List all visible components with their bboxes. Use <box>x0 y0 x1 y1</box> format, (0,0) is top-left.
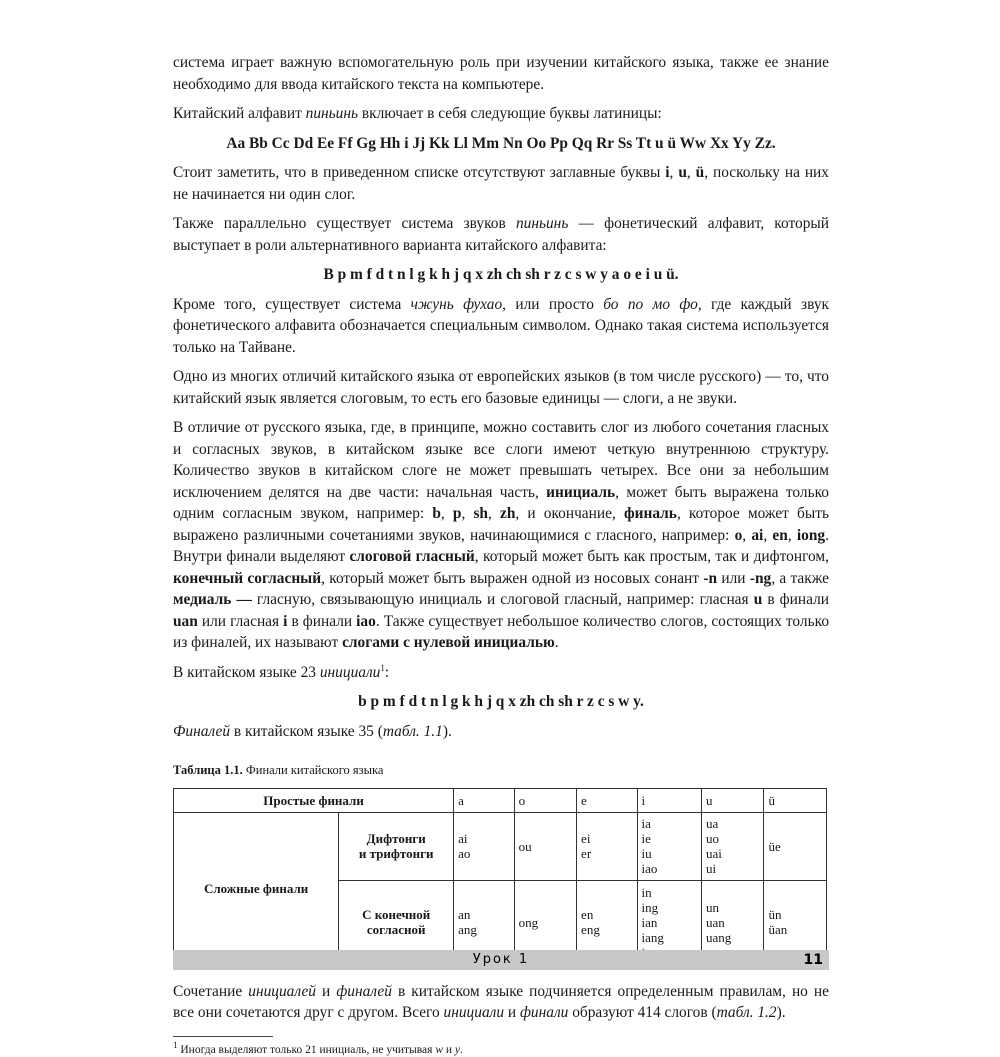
p7-b1: инициаль <box>546 483 616 501</box>
p7-t4: , <box>461 505 474 522</box>
table-cell: ei er <box>577 812 637 880</box>
p8-c: : <box>384 663 390 681</box>
finals-table <box>173 788 827 965</box>
p7-t8: , <box>742 526 752 544</box>
p4-b: пиньинь <box>515 215 569 232</box>
table-cell: un uan uang <box>701 880 763 964</box>
p7-b7: o <box>734 526 743 544</box>
p3-f: ü <box>695 164 705 181</box>
table-cell: o <box>514 788 576 812</box>
p7-t17: в финали <box>762 591 830 608</box>
p7-t16: гласную, связывающую инициаль и слоговой гласный, например: гласная <box>251 591 754 608</box>
lesson-label: Урок 1 <box>472 952 530 967</box>
footnote-ref[interactable]: 1 <box>380 662 385 673</box>
table-cell: a <box>454 788 514 812</box>
p7-t15: , а также <box>771 569 830 587</box>
p7-t18: или гласная <box>197 612 284 630</box>
table-cell: ün üan <box>764 880 827 964</box>
p7-t20: . Также существует небольшое количество слогов, состоящих только из финалей, их называют <box>173 612 830 651</box>
p5-e: , где каждый звук фонетического алфавита обозначается специальным символом. Однако такая система используется только на Тайване. <box>173 295 830 356</box>
p7-t9: , <box>763 526 773 544</box>
paragraph-4 <box>173 213 829 256</box>
table-row <box>174 812 827 880</box>
p3-e: , <box>686 164 696 181</box>
p7-b10: iong <box>796 526 826 544</box>
paragraph-8 <box>173 662 829 684</box>
paragraph-6 <box>173 366 829 409</box>
p7-t2: , может быть выражена только одним согласным звуком, например: <box>173 483 829 522</box>
footnote: $^1$ Иногда выделяют только 21 инициаль, не учитывая w и y. <box>173 1039 463 1056</box>
p9-b: в китайском языке 35 ( <box>230 722 383 740</box>
table-cell: ai ao <box>454 812 514 880</box>
p4-a: Также параллельно существует система звуков <box>173 215 516 232</box>
p9-table-ref: табл. 1.1 <box>382 722 443 740</box>
p7-b3: p <box>452 505 462 522</box>
p2-term: пиньинь <box>305 105 359 122</box>
p7-t1: В отличие от русского языка, где, в принципе, можно составить слог из любого сочетания гласных и согласных звуков, в китайском языке все слоги имеют четкую внутреннюю структуру. Количество звуков в китайском слоге не может превышать четырех. Все они за небольшим исключением делятся на две части: начальная часть, <box>173 419 829 501</box>
table-cell: an ang <box>454 880 514 964</box>
paragraph-7 <box>173 417 829 654</box>
simple-finals-label: Простые финали <box>174 788 454 812</box>
p2-text-c: включает в себя следующие буквы латиницы: <box>358 105 662 122</box>
paragraph-10: Сочетание инициалей и финалей в китайском языке подчиняется определенным правилам, но не все они сочетаются друг с другом. Всего инициали и финали образуют 414 слогов (табл. 1.2). <box>173 982 830 1021</box>
p7-b4: sh <box>473 505 488 522</box>
footnote-divider <box>173 1036 273 1037</box>
p5-a: Кроме того, существует система <box>173 295 411 313</box>
alphabet-line: Aa Bb Cc Dd Ee Ff Gg Hh i Jj Kk Ll Mm Nn Oo Pp Qq Rr Ss Tt u ü Ww Xx Yy Zz. <box>226 134 776 152</box>
table-cell: e <box>577 788 637 812</box>
paragraph-1 <box>173 52 829 95</box>
p9-a: Финалей <box>173 722 231 740</box>
p7-b16: u <box>753 591 763 608</box>
p7-b12: конечный согласный <box>173 569 322 587</box>
p3-d: u <box>678 164 687 181</box>
p7-b2: b <box>432 505 441 522</box>
p7-b20: слогами с нулевой инициалью <box>342 634 555 651</box>
diphthongs-label: Дифтонги и трифтонги <box>339 812 454 880</box>
p7-t21: . <box>554 634 559 651</box>
p3-b: i <box>665 164 670 181</box>
p7-t5: , <box>488 505 500 522</box>
p4-c: — фонетический алфавит, который выступает в роли альтернативного варианта китайского алфавита: <box>173 215 829 254</box>
table-row <box>174 788 827 812</box>
p7-t14: или <box>717 569 750 587</box>
footnote-number: 1 <box>173 1039 178 1050</box>
p7-b18: i <box>283 612 288 630</box>
table-cell: in ing ian iang <box>637 880 701 964</box>
paragraph-2 <box>173 103 829 125</box>
table-caption <box>173 760 829 782</box>
p7-b14: -ng <box>749 569 772 587</box>
p7-b6: финаль <box>623 505 677 522</box>
table-cell: ua uo uai ui <box>701 812 763 880</box>
p7-t6: , и окончание, <box>515 505 624 522</box>
p5-c: , или просто <box>502 295 604 313</box>
p7-t13: , который может быть выражен одной из носовых сонант <box>321 569 704 587</box>
sounds-line: B p m f d t n l g k h j q x zh ch sh r z c s w y a o e i u ü. <box>323 266 679 283</box>
table-caption-label: Таблица 1.1. <box>173 763 243 777</box>
nasal-finals-label: С конечной согласной <box>339 880 454 964</box>
page-footer <box>173 950 829 970</box>
table-cell: ü <box>764 788 827 812</box>
p6-text: Одно из многих отличий китайского языка от европейских языков (в том числе русского) — то, что китайский язык является слоговым, то есть его базовые единицы — слоги, а не звуки. <box>173 368 829 407</box>
page-number: 11 <box>803 952 823 968</box>
table-cell: ou <box>514 812 576 880</box>
p7-b8: ai <box>751 526 764 544</box>
p8-a: В китайском языке 23 <box>173 663 320 681</box>
table-cell: ia ie iu iao <box>637 812 701 880</box>
initials-line: b p m f d t n l g k h j q x zh ch sh r z c s w y. <box>358 693 644 710</box>
p7-t11: . Внутри финали выделяют <box>173 526 829 565</box>
p2-text-a: Китайский алфавит <box>173 105 306 122</box>
p7-t19: в финали <box>287 612 357 630</box>
paragraph-9 <box>173 721 829 743</box>
p7-b15: медиаль — <box>173 591 252 608</box>
paragraph-3 <box>173 162 829 205</box>
p7-t10: , <box>787 526 797 544</box>
p3-g: , поскольку на них не начинается ни один слог. <box>173 164 829 203</box>
p9-d: ). <box>442 722 452 740</box>
p3-a: Стоит заметить, что в приведенном списке отсутствуют заглавные буквы <box>173 164 666 181</box>
p10-table-ref: табл. 1.2 <box>716 1004 777 1021</box>
p7-b13: -n <box>703 569 718 587</box>
p5-d: бо по мо фо <box>603 295 698 313</box>
p7-b5: zh <box>499 505 516 522</box>
page-body <box>173 52 829 1057</box>
complex-finals-label: Сложные финали <box>174 812 339 964</box>
p7-b9: en <box>772 526 788 544</box>
table-cell: üe <box>764 812 827 880</box>
p7-b17: uan <box>173 612 198 630</box>
p7-t3: , <box>440 505 453 522</box>
p7-t12: , который может быть как простым, так и дифтонгом, <box>474 548 829 565</box>
p7-b11: слоговой гласный <box>349 548 475 565</box>
table-cell: i <box>637 788 701 812</box>
paragraph-5 <box>173 294 829 359</box>
p8-b: инициали <box>319 663 381 681</box>
table-cell: en eng <box>577 880 637 964</box>
table-cell: ong <box>514 880 576 964</box>
p1-text: система играет важную вспомогательную роль при изучении китайского языка, также ее знание необходимо для ввода китайского текста на компьютере. <box>173 54 829 93</box>
p5-b: чжунь фухао <box>410 295 503 313</box>
p3-c: , <box>669 164 679 181</box>
table-cell: u <box>701 788 763 812</box>
table-caption-text: Финали китайского языка <box>242 763 384 777</box>
p7-t7: , которое может быть выражено различными сочетаниями звуков, начинающимися с гласного, например: <box>173 505 829 544</box>
p7-b19: iao <box>356 612 376 630</box>
